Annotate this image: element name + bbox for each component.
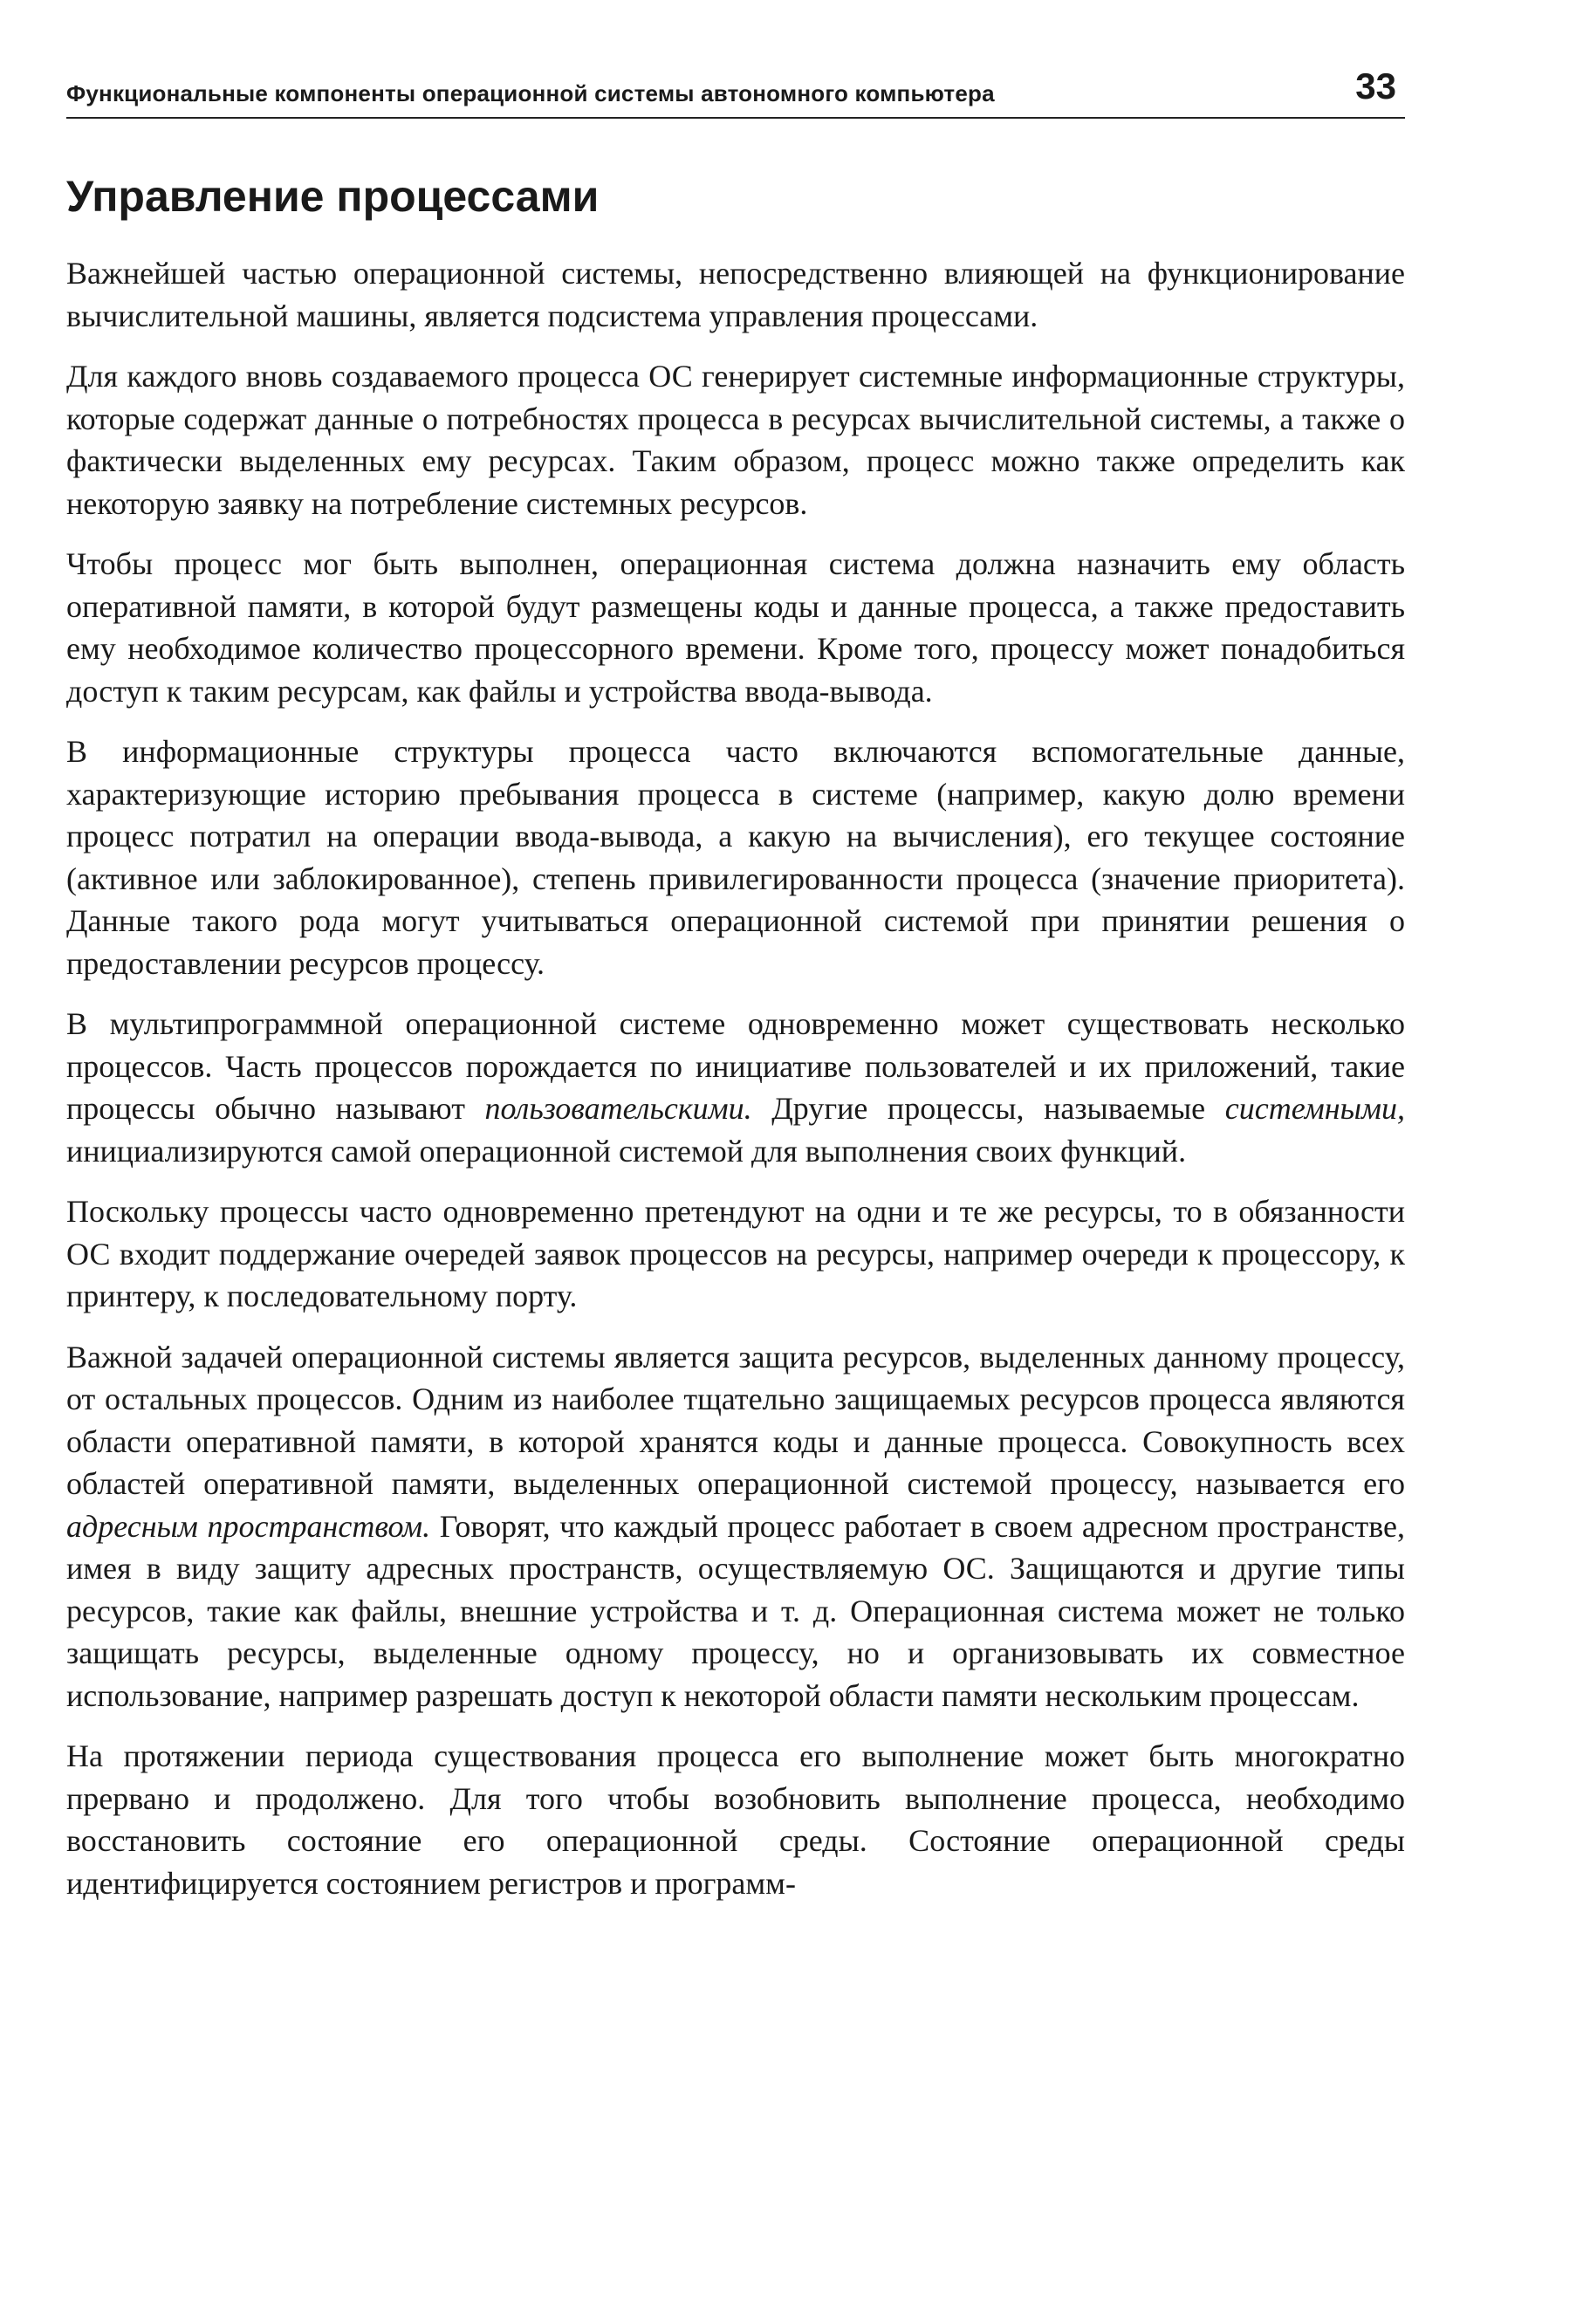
page-number: 33 (1355, 65, 1396, 106)
paragraph-7-text-a: Важной задачей операционной системы является защита ресурсов, выделенных данному процессу, от остальных процессов. Одним из наиболее тщательно защищаемых ресурсов процесса являются области оперативной памяти, в которой хранятся коды и данные процесса. Совокупность всех областей оперативной памяти, выделенных операционной системой процессу, называется его (66, 1339, 1405, 1501)
paragraph-7-text-b: Говорят, что каждый процесс работает в своем адресном пространстве, имея в виду защиту адресных пространств, осуществляемую ОС. Защищаются и другие типы ресурсов, такие как файлы, внешние устройства и т. д. Операционная система может не только защищать ресурсы, выделенные одному процессу, но и организовывать их совместное использование, например разрешать доступ к некоторой области памяти нескольким процессам. (66, 1508, 1405, 1713)
term-address-space: адресным пространством. (66, 1508, 431, 1544)
paragraph-7 (66, 1336, 1405, 1717)
term-system-processes: системными, (1224, 1091, 1405, 1126)
paragraph-8: На протяжении периода существования процесса его выполнение может быть многократно прервано и продолжено. Для того чтобы возобновить выполнение процесса, необходимо восстановить состояние его операционной среды. Состояние операционной среды идентифицируется состоянием регистров и программ- (66, 1738, 1405, 1901)
running-header (66, 52, 1405, 119)
paragraph-5-text-c: инициализируются самой операционной системой для выполнения своих функций. (66, 1133, 1187, 1169)
term-user-processes: пользовательскими. (484, 1091, 752, 1126)
paragraph-6: Поскольку процессы часто одновременно претендуют на одни и те же ресурсы, то в обязанности ОС входит поддержание очередей заявок процессов на ресурсы, например очереди к процессору, к принтеру, к последовательному порту. (66, 1194, 1405, 1313)
paragraph-2: Для каждого вновь создаваемого процесса ОС генерирует системные информационные структуры, которые содержат данные о потребностях процесса в ресурсах вычислительной системы, а также о фактически выделенных ему ресурсах. Таким образом, процесс можно также определить как некоторую заявку на потребление системных ресурсов. (66, 359, 1405, 521)
paragraph-3: Чтобы процесс мог быть выполнен, операционная система должна назначить ему область оперативной памяти, в которой будут размещены коды и данные процесса, а также предоставить ему необходимое количество процессорного времени. Кроме того, процессу может понадобиться доступ к таким ресурсам, как файлы и устройства ввода-вывода. (66, 546, 1405, 709)
paragraph-5-text-a: В мультипрограммной операционной системе одновременно может существовать несколько процессов. Часть процессов порождается по инициативе пользователей и их приложений, такие процессы обычно называют (66, 1006, 1405, 1126)
paragraph-1: Важнейшей частью операционной системы, непосредственно влияющей на функционирование вычислительной машины, является подсистема управления процессами. (66, 256, 1405, 333)
paragraph-5 (66, 1003, 1405, 1172)
section-title: Управление процессами (66, 172, 600, 221)
paragraph-4: В информационные структуры процесса часто включаются вспомогательные данные, характеризующие историю пребывания процесса в системе (например, какую долю времени процесс потратил на операции ввода-вывода, а какую на вычисления), его текущее состояние (активное или заблокированное), степень привилегированности процесса (значение приоритета). Данные такого рода могут учитываться операционной системой при принятии решения о предоставлении ресурсов процессу. (66, 734, 1405, 981)
book-page (66, 52, 1405, 1923)
paragraph-5-text-b: Другие процессы, называемые (751, 1091, 1225, 1126)
running-title: Функциональные компоненты операционной системы автономного компьютера (66, 80, 995, 106)
